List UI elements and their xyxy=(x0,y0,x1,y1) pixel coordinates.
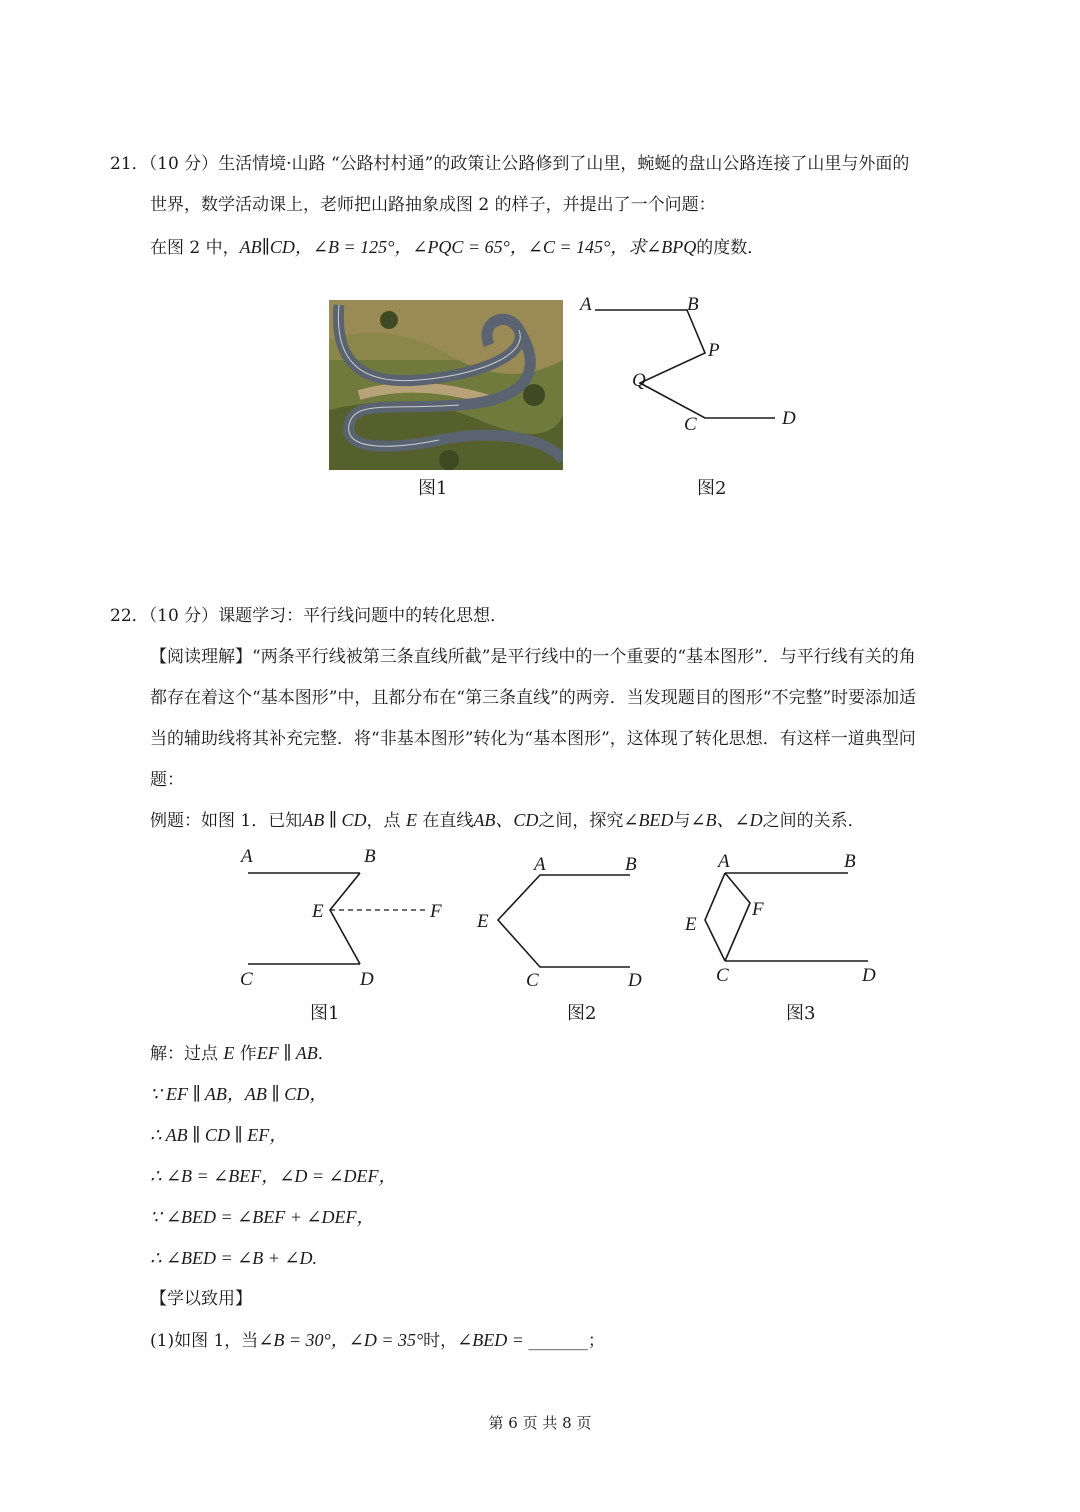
label-b: B xyxy=(625,854,637,875)
q21-condition: 在图 2 中，AB∥CD，∠B = 125°，∠PQC = 65°，∠C = 145°，求∠BPQ的度数． xyxy=(150,237,765,258)
q21-stem-line2: 世界，数学活动课上，老师把山路抽象成图 2 的样子，并提出了一个问题： xyxy=(150,195,716,215)
label-e: E xyxy=(477,911,489,932)
q22-solution-step2: ∴ AB ∥ CD ∥ EF， xyxy=(150,1125,288,1145)
label-c: C xyxy=(684,414,697,435)
q22-apply-title: 【学以致用】 xyxy=(150,1289,252,1309)
q22-figure2-diagram xyxy=(470,845,660,995)
q22-part1: (1)如图 1，当∠B = 30°，∠D = 35°时，∠BED = _______； xyxy=(150,1330,605,1351)
q22-reading-line1: 【阅读理解】“两条平行线被第三条直线所截”是平行线中的一个重要的“基本图形”．与平行线有关的角 xyxy=(150,647,916,667)
q22-figure3-diagram xyxy=(680,845,890,995)
label-e: E xyxy=(312,901,324,922)
label-c: C xyxy=(240,969,253,990)
label-a: A xyxy=(580,294,592,315)
q21-stem-line1: 21．（10 分）生活情境·山路 “公路村村通”的政策让公路修到了山里，蜿蜒的盘山公路连接了山里与外面的 xyxy=(110,154,910,174)
mountain-road-photo xyxy=(329,300,563,470)
label-d: D xyxy=(782,408,796,429)
q22-solution-step4: ∵ ∠BED = ∠BEF + ∠DEF， xyxy=(150,1207,375,1227)
q22-solution-step1: ∵ EF ∥ AB，AB ∥ CD， xyxy=(150,1084,328,1104)
label-c: C xyxy=(716,965,729,986)
q22-title: 22．（10 分）课题学习：平行线问题中的转化思想． xyxy=(110,606,508,626)
label-b: B xyxy=(364,846,376,867)
q21-figure2-diagram xyxy=(570,288,810,438)
label-q: Q xyxy=(632,370,646,391)
q22-figure1-diagram xyxy=(230,840,460,990)
label-a: A xyxy=(534,854,546,875)
q22-fig1-caption: 图1 xyxy=(310,1003,340,1024)
label-b: B xyxy=(687,294,699,315)
label-b: B xyxy=(844,851,856,872)
q22-reading-line3: 当的辅助线将其补充完整．将“非基本图形”转化为“基本图形”，这体现了转化思想．有这样一道典型问 xyxy=(150,729,916,749)
q22-solution-intro: 解：过点 E 作EF ∥ AB． xyxy=(150,1043,335,1064)
q22-reading-line4: 题： xyxy=(150,770,184,790)
label-c: C xyxy=(526,970,539,991)
page-footer: 第 6 页 共 8 页 xyxy=(488,1414,592,1432)
q22-solution-step5: ∴ ∠BED = ∠B + ∠D. xyxy=(150,1248,317,1268)
label-a: A xyxy=(241,846,253,867)
label-p: P xyxy=(708,340,720,361)
label-d: D xyxy=(360,969,374,990)
label-d: D xyxy=(862,965,876,986)
label-a: A xyxy=(718,851,730,872)
label-d: D xyxy=(628,970,642,991)
label-f: F xyxy=(752,899,764,920)
q21-fig1-caption: 图1 xyxy=(418,478,448,499)
answer-blank[interactable]: _______ xyxy=(528,1331,588,1351)
q22-example: 例题：如图 1．已知AB ∥ CD，点 E 在直线AB、CD之间，探究∠BED与∠B、∠D之间的关系． xyxy=(150,810,865,831)
q22-fig2-caption: 图2 xyxy=(567,1003,597,1024)
q22-reading-line2: 都存在着这个“基本图形”中，且都分布在“第三条直线”的两旁．当发现题目的图形“不完整”时要添加适 xyxy=(150,688,917,708)
label-f: F xyxy=(430,901,442,922)
label-e: E xyxy=(685,914,697,935)
q21-fig2-caption: 图2 xyxy=(697,478,727,499)
q22-fig3-caption: 图3 xyxy=(786,1003,816,1024)
q22-solution-step3: ∴ ∠B = ∠BEF，∠D = ∠DEF， xyxy=(150,1166,397,1186)
